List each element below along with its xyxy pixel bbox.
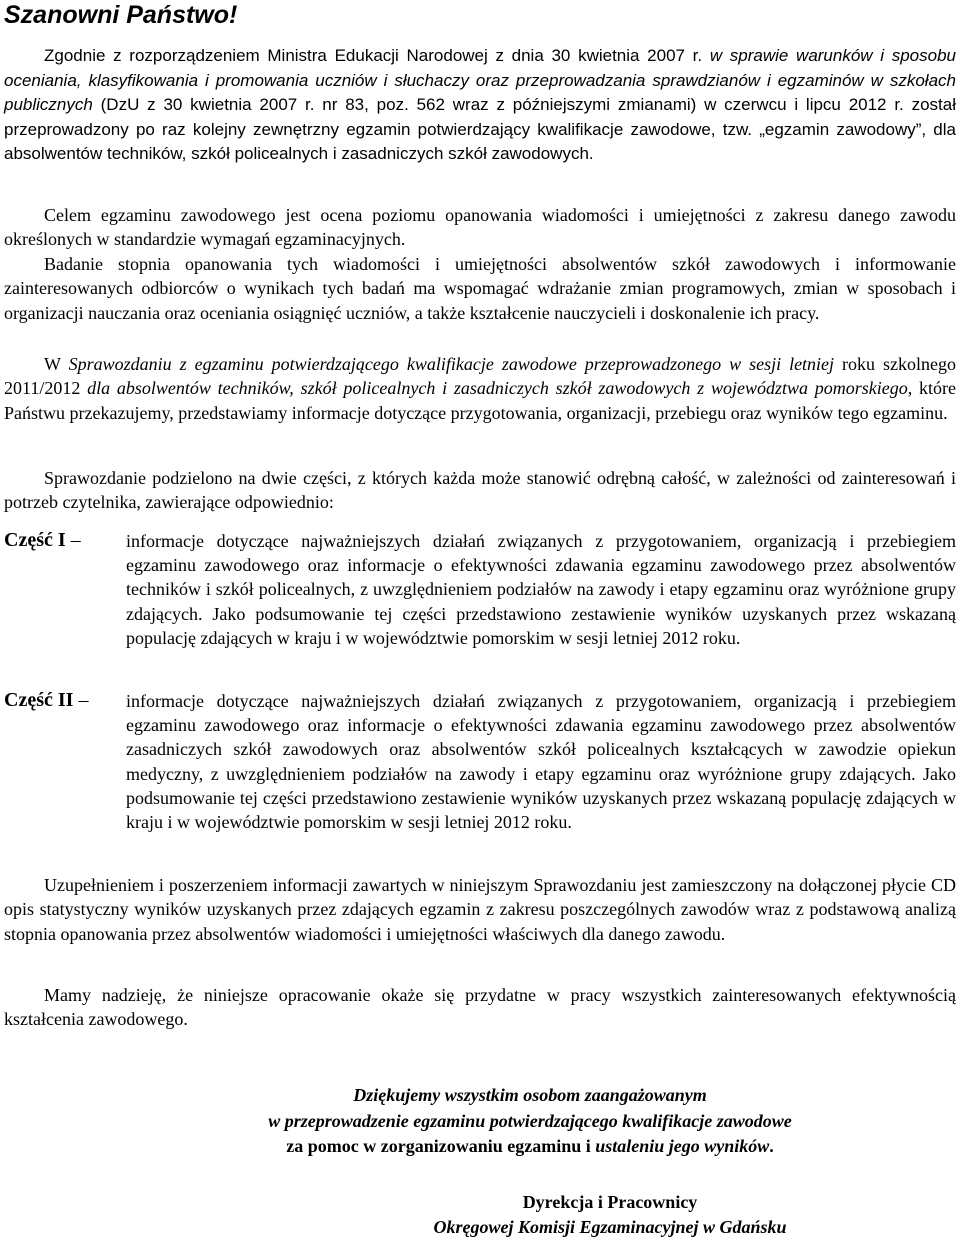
report-text-3: , które Państwu przekazujemy, przedstawiamy informacje dotyczące przygotowania, organizacji, przebiegu oraz wyników tego egzaminu. — [4, 378, 956, 423]
part-2-dash: – — [78, 689, 89, 711]
intro-regulation-title: w sprawie warunków i sposobu oceniania, klasyfikowania i promowania uczniów i słuchaczy oraz przeprowadzania sprawdzianów i egzaminów w szkołach publicznych — [4, 46, 956, 114]
intro-lead: Zgodnie z rozporządzeniem Ministra Edukacji Narodowej z dnia 30 kwietnia 2007 r. — [44, 46, 710, 65]
intro-rest: (DzU z 30 kwietnia 2007 r. nr 83, poz. 562 wraz z późniejszymi zmianami) w czerwcu i lipcu 2012 r. został przeprowadzony po raz kolejny zewnętrzny egzamin potwierdzający kwalifikacje zawodowe, tzw. „egzamin zawodowy”, dla absolwentów techników, szkół policealnych i zasadniczych szkół zawodowych. — [4, 95, 956, 163]
part-2-label — [4, 688, 88, 712]
salutation-heading: Szanowni Państwo! — [4, 1, 238, 29]
thanks-line-1: Dziękujemy wszystkim osobom zaangażowanym — [353, 1085, 707, 1105]
hope-text: Mamy nadzieję, że niniejsze opracowanie okaże się przydatne w pracy wszystkich zainteresowanych efektywnością kształcenia zawodowego. — [4, 985, 956, 1030]
thanks-line-3a: za pomoc w zorganizowaniu egzaminu i — [286, 1136, 596, 1156]
cd-paragraph — [4, 873, 956, 946]
part-1-description: informacje dotyczące najważniejszych działań związanych z przygotowaniem, organizacją i przebiegiem egzaminu zawodowego oraz informacje o efektywności zdawania egzaminu zawodowego przez absolwentów techników i szkół policealnych, z uwzględnieniem podziałów na zawody i etapy egzaminu oraz wyróżnione grupy zdających. Jako podsumowanie tej części przedstawiono zestawienie wyników uzyskanych przez wskazaną populację zdających w kraju i w województwie pomorskim w sesji letniej 2012 roku. — [126, 531, 956, 648]
split-paragraph — [4, 466, 956, 515]
report-title-italic: Sprawozdaniu z egzaminu potwierdzającego kwalifikacje zawodowe przeprowadzonego w sesji letniej — [68, 354, 835, 374]
report-scope-italic: dla absolwentów techników, szkół policealnych i zasadniczych szkół zawodowych z województwa pomorskiego — [87, 378, 908, 399]
part-1-label — [4, 528, 81, 552]
goal-text: Celem egzaminu zawodowego jest ocena poziomu opanowania wiadomości i umiejętności z zakresu danego zawodu określonych w standardzie wymagań egzaminacyjnych. — [4, 205, 956, 250]
split-text: Sprawozdanie podzielono na dwie części, z których każda może stanowić odrębną całość, w zależności od zainteresowań i potrzeb czytelnika, zawierające odpowiednio: — [4, 468, 956, 513]
signature-block — [300, 1190, 920, 1240]
signature-line-1: Dyrekcja i Pracownicy — [522, 1192, 698, 1212]
part-2-label-text: Część II — [4, 689, 74, 711]
thanks-line-3b: ustaleniu jego wyników — [595, 1136, 770, 1156]
thanks-line-2: w przeprowadzenie egzaminu potwierdzającego kwalifikacje zawodowe — [268, 1110, 792, 1131]
goal-paragraph — [4, 203, 956, 252]
part-2-description: informacje dotyczące najważniejszych działań związanych z przygotowaniem, organizacją i przebiegiem egzaminu zawodowego oraz informacje o efektywności zdawania egzaminu zawodowego przez absolwentów zasadniczych szkół zawodowych oraz absolwentów szkół policealnych kształcących w zawodzie opiekun medyczny, z uwzględnieniem podziałów na zawody i etapy egzaminu oraz wyróżnione grupy zdających. Jako podsumowanie tej części przedstawiono zestawienie wyników uzyskanych przez wskazaną populację zdających w kraju i w województwie pomorskim w sesji letniej 2012 roku. — [126, 691, 956, 833]
report-text-1: W — [44, 354, 69, 374]
intro-paragraph — [4, 44, 956, 167]
report-paragraph — [4, 352, 956, 425]
part-1-label-text: Część I — [4, 529, 66, 551]
thanks-block — [200, 1083, 860, 1160]
research-paragraph — [4, 252, 956, 325]
part-1-dash: – — [70, 529, 81, 551]
cd-text: Uzupełnieniem i poszerzeniem informacji zawartych w niniejszym Sprawozdaniu jest zamieszczony na dołączonej płycie CD opis statystyczny wyników uzyskanych przez zdających egzamin z zakresu poszczególnych zawodów wraz z podstawową analizą stopnia opanowania przez absolwentów wiadomości i umiejętności właściwych dla danego zawodu. — [4, 875, 956, 944]
hope-paragraph — [4, 983, 956, 1032]
signature-line-2: Okręgowej Komisji Egzaminacyjnej w Gdańsku — [433, 1217, 787, 1237]
research-text: Badanie stopnia opanowania tych wiadomości i umiejętności absolwentów szkół zawodowych i informowanie zainteresowanych odbiorców o wynikach tych badań ma wspomagać wdrażanie zmian programowych, zmian w sposobach i organizacji nauczania oraz oceniania osiągnięć uczniów, a także kształcenie nauczycieli i doskonalenie ich pracy. — [4, 254, 956, 323]
report-text-2: roku szkolnego 2011/2012 — [4, 354, 956, 399]
thanks-line-3c: . — [769, 1136, 774, 1156]
